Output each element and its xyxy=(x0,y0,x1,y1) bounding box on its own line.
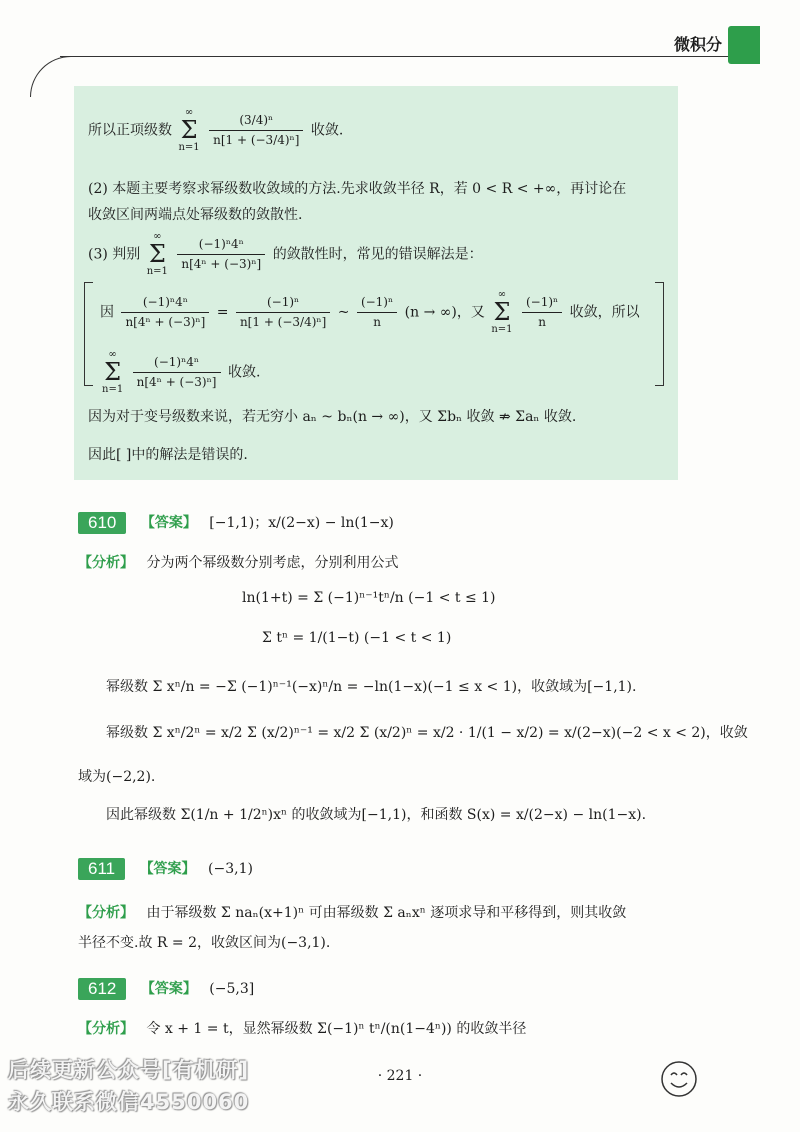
bracket-line-1: 因 $\frac{\text{(−1)ⁿ4ⁿ}}{\text{n[4ⁿ + (−3)ⁿ]}}$ = $\frac{\text{(−1)ⁿ}}{\text{n[1 + (−3/4)ⁿ]}}$ ~ $\frac{\text{(−1)ⁿ}}{n}$ (n → ∞)，又 ∞ Σ n=1 $\frac{\text{(−1)ⁿ}}{n}$ 收敛，所以 xyxy=(100,289,640,336)
sigma-symbol: ∞ Σ n=1 xyxy=(102,349,124,396)
page-number: · 221 · xyxy=(377,1068,423,1084)
right-bracket xyxy=(655,282,664,386)
q611-line-2: 半径不变.故 R = 2，收敛区间为(−3,1). xyxy=(78,935,331,951)
box-line-1-pre: 所以正项级数 xyxy=(88,122,172,139)
sigma-symbol: ∞ Σ n=1 xyxy=(491,289,513,336)
q612-answer-row xyxy=(78,978,254,1000)
bracket-line-1-post: 收敛，所以 xyxy=(569,304,640,321)
analysis-label: 【分析】 xyxy=(78,905,134,921)
formula-ln: ln(1+t) = Σ (−1)ⁿ⁻¹tⁿ/n (−1 < t ≤ 1) xyxy=(242,590,496,606)
sigma-symbol: ∞ Σ n=1 xyxy=(178,107,200,154)
bracket-line-2-post: 收敛. xyxy=(227,364,261,381)
q611-analysis-row xyxy=(78,902,626,922)
box-paragraph-3 xyxy=(88,232,483,277)
answer-label: 【答案】 xyxy=(140,981,197,997)
chapter-title: 微积分 xyxy=(673,35,722,54)
q610-line-4: 幂级数 Σ xⁿ/2ⁿ = x/2 Σ (x/2)ⁿ⁻¹ = x/2 Σ (x/2)ⁿ = x/2 · 1/(1 − x/2) = x/(2−x)(−2 < x < 2)，收敛 xyxy=(106,725,748,741)
watermark-line-2: 永久联系微信4550060 xyxy=(8,1090,250,1114)
box-paragraph-3-pre: (3) 判别 xyxy=(88,246,141,263)
box-paragraph-2a: (2) 本题主要考察求幂级数收敛域的方法.先求收敛半径 R，若 0 < R < +∞，再讨论在 xyxy=(88,181,627,197)
note-box xyxy=(74,86,678,480)
question-number-610: 610 xyxy=(78,512,126,534)
q610-line-6: 因此幂级数 Σ(1/n + 1/2ⁿ)xⁿ 的收敛域为[−1,1)，和函数 S(x) = x/(2−x) − ln(1−x). xyxy=(106,807,647,823)
question-number-611: 611 xyxy=(78,858,125,880)
bracket-line-2 xyxy=(100,350,260,395)
answer-label: 【答案】 xyxy=(140,515,197,531)
analysis-text: 令 x + 1 = t，显然幂级数 Σ(−1)ⁿ tⁿ/(n(1−4ⁿ)) 的收敛半径 xyxy=(146,1021,527,1037)
fraction: $\frac{\text{(−1)ⁿ4ⁿ}}{\text{n[4ⁿ + (−3)ⁿ]}}$ xyxy=(177,235,265,274)
sigma-symbol: ∞ Σ n=1 xyxy=(146,231,168,278)
answer-text: (−3,1) xyxy=(208,861,253,877)
analysis-text: 由于幂级数 Σ naₙ(x+1)ⁿ 可由幂级数 Σ aₙxⁿ 逐项求导和平移得到，则其收敛 xyxy=(146,905,627,921)
q610-answer-row xyxy=(78,512,394,534)
question-number-612: 612 xyxy=(78,978,126,1000)
q612-analysis-row xyxy=(78,1018,526,1038)
fraction: $\frac{\text{(−1)ⁿ}}{n}$ xyxy=(522,293,562,332)
fraction: $\frac{\text{(−1)ⁿ4ⁿ}}{\text{n[4ⁿ + (−3)ⁿ]}}$ xyxy=(121,293,209,332)
header-rule xyxy=(60,56,740,57)
box-paragraph-5: 因此[ ]中的解法是错误的. xyxy=(88,447,248,463)
box-line-1-post: 收敛. xyxy=(310,122,344,139)
analysis-text: 分为两个幂级数分别考虑，分别利用公式 xyxy=(146,555,399,571)
chapter-tab xyxy=(728,26,760,64)
analysis-label: 【分析】 xyxy=(78,1021,134,1037)
answer-label: 【答案】 xyxy=(139,861,196,877)
answer-text: (−5,3] xyxy=(209,981,255,997)
fraction: $\frac{\text{(3/4)ⁿ}}{\text{n[1 + (−3/4)ⁿ]}}$ xyxy=(209,111,303,150)
box-line-1 xyxy=(88,108,343,153)
answer-text: [−1,1)；x/(2−x) − ln(1−x) xyxy=(209,515,394,531)
q610-line-5: 域为(−2,2). xyxy=(78,769,156,785)
box-paragraph-4: 因为对于变号级数来说，若无穷小 aₙ ~ bₙ(n → ∞)，又 Σbₙ 收敛 ⇏ Σaₙ 收敛. xyxy=(88,409,577,425)
smiley-icon xyxy=(660,1060,698,1098)
bracket-line-1-pre: 因 xyxy=(100,304,114,321)
bracket-line-1-mid: (n → ∞)，又 xyxy=(404,304,485,321)
box-paragraph-3-post: 的敛散性时，常见的错误解法是： xyxy=(272,246,483,263)
watermark-line-1: 后续更新公众号[有机研] xyxy=(8,1058,250,1082)
formula-geometric: Σ tⁿ = 1/(1−t) (−1 < t < 1) xyxy=(262,630,452,646)
fraction: $\frac{\text{(−1)ⁿ4ⁿ}}{\text{n[4ⁿ + (−3)ⁿ]}}$ xyxy=(133,353,221,392)
fraction: $\frac{\text{(−1)ⁿ}}{n}$ xyxy=(357,293,397,332)
fraction: $\frac{\text{(−1)ⁿ}}{\text{n[1 + (−3/4)ⁿ]}}$ xyxy=(236,293,330,332)
box-paragraph-2b: 收敛区间两端点处幂级数的敛散性. xyxy=(88,207,303,223)
analysis-label: 【分析】 xyxy=(78,555,134,571)
q610-line-3: 幂级数 Σ xⁿ/n = −Σ (−1)ⁿ⁻¹(−x)ⁿ/n = −ln(1−x)(−1 ≤ x < 1)，收敛域为[−1,1). xyxy=(106,679,637,695)
left-bracket xyxy=(84,282,93,386)
q610-analysis-row xyxy=(78,552,398,572)
q611-answer-row xyxy=(78,858,253,880)
